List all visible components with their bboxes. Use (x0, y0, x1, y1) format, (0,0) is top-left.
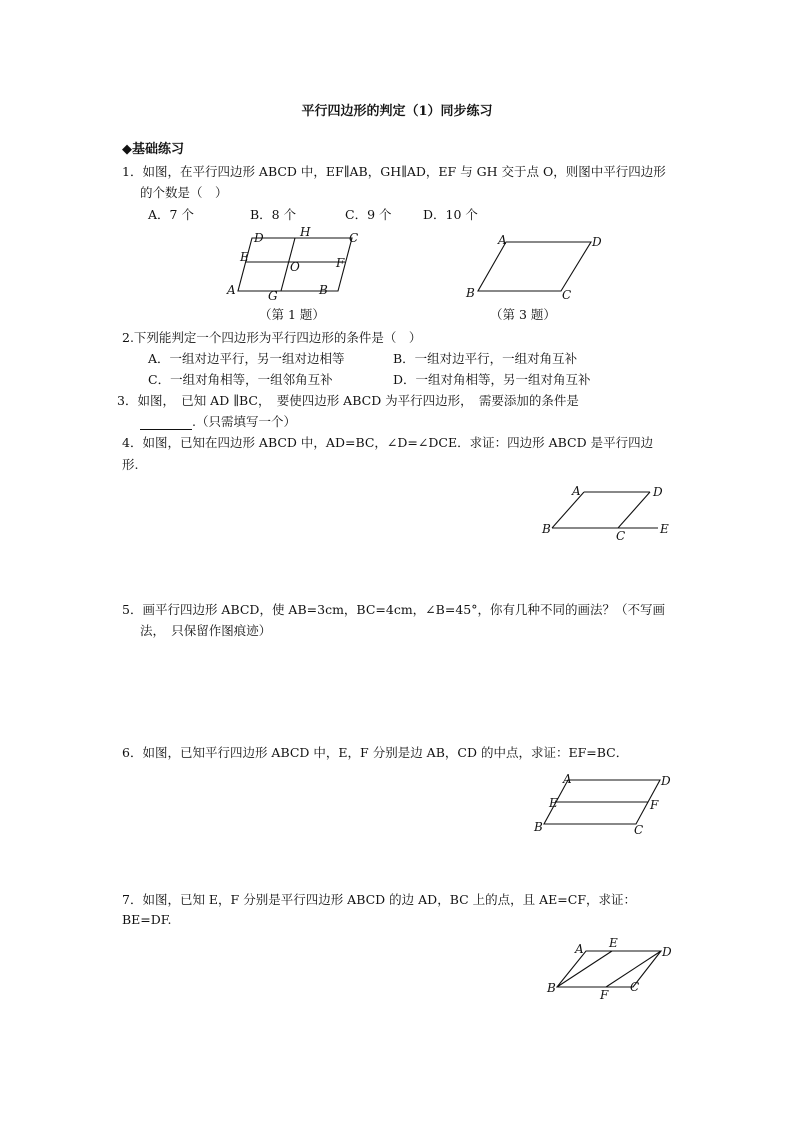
q4-segment-dc (618, 492, 650, 528)
q1-label-g: G (268, 289, 278, 303)
q4-label-a: A (572, 484, 581, 498)
q2-option-d: D．一组对角相等，另一组对角互补 (393, 372, 591, 387)
q7-label-b: B (547, 981, 556, 995)
section-heading: ◆基础练习 (122, 142, 184, 157)
q5-text-line2: 法， 只保留作图痕迹） (140, 623, 272, 638)
q1-option-d: D．10 个 (423, 207, 478, 222)
q7-figure (540, 935, 680, 1003)
q1-label-o: O (290, 260, 300, 274)
q1-option-a: A．7 个 (148, 207, 194, 222)
q1-label-e: E (240, 250, 249, 264)
q4-label-d: D (653, 485, 663, 499)
q3-label-d: D (592, 235, 602, 249)
q7-segment-be (557, 951, 612, 987)
q1-text-line2: 的个数是（ ） (140, 185, 228, 200)
q7-label-d: D (662, 945, 672, 959)
q1-figure-caption: （第 1 题） (259, 307, 325, 322)
q7-parallelogram (557, 951, 661, 987)
q4-text-line1: 4．如图，已知在四边形 ABCD 中，AD=BC，∠D=∠DCE．求证：四边形 ABCD 是平行四边 (122, 435, 654, 450)
q2-text: 2.下列能判定一个四边形为平行四边形的条件是（ ） (122, 330, 422, 345)
q2-option-a: A．一组对边平行，另一组对边相等 (148, 351, 345, 366)
q6-label-a: A (563, 772, 572, 786)
q7-label-e: E (609, 936, 618, 950)
q1-label-f: F (336, 256, 345, 270)
q3-label-b: B (466, 286, 475, 300)
q3-label-c: C (562, 288, 572, 302)
q1-label-d: D (254, 231, 264, 245)
q1-figure (220, 222, 360, 304)
q4-label-c: C (616, 529, 626, 542)
q1-label-c: C (349, 231, 359, 245)
q7-label-a: A (575, 942, 584, 956)
q6-label-c: C (634, 823, 644, 836)
q6-label-f: F (650, 798, 659, 812)
q7-label-c: C (630, 980, 640, 994)
q1-label-a: A (227, 283, 236, 297)
q3-text-line1: 3．如图， 已知 AD ∥BC， 要使四边形 ABCD 为平行四边形， 需要添加的条件是 (117, 393, 579, 408)
q6-text: 6．如图，已知平行四边形 ABCD 中，E，F 分别是边 AB，CD 的中点，求证：EF=BC． (122, 745, 629, 760)
q3-text-line2 (140, 412, 296, 430)
q2-option-c: C．一组对角相等，一组邻角互补 (148, 372, 333, 387)
q2-option-b: B．一组对边平行，一组对角互补 (393, 351, 578, 366)
q6-label-e: E (549, 796, 558, 810)
q6-figure (530, 770, 680, 836)
q4-text-line2: 形. (122, 457, 139, 472)
q3-text-hint: .（只需填写一个） (192, 414, 296, 429)
q7-label-f: F (600, 988, 609, 1002)
q4-figure (536, 480, 676, 542)
q3-answer-blank (140, 417, 192, 430)
page-title: 平行四边形的判定（1）同步练习 (301, 104, 493, 119)
q1-label-h: H (300, 225, 311, 239)
q6-label-d: D (661, 774, 671, 788)
q3-label-a: A (498, 233, 507, 247)
q1-text-line1: 1．如图，在平行四边形 ABCD 中，EF∥AB，GH∥AD，EF 与 GH 交于点 O，则图中平行四边形 (122, 164, 666, 179)
q1-option-c: C．9 个 (345, 207, 392, 222)
q6-label-b: B (534, 820, 543, 834)
q4-label-b: B (542, 522, 551, 536)
q1-label-b: B (319, 283, 328, 297)
q7-text-line1: 7．如图，已知 E，F 分别是平行四边形 ABCD 的边 AD，BC 上的点，且 AE=CF，求证： (122, 892, 636, 907)
q4-label-e: E (660, 522, 669, 536)
q5-text-line1: 5．画平行四边形 ABCD，使 AB=3cm，BC=4cm，∠B=45°，你有几种不同的画法？（不写画 (122, 602, 665, 617)
q3-figure (460, 230, 610, 302)
q7-text-line2: BE=DF. (122, 912, 172, 927)
q3-parallelogram (478, 242, 591, 291)
q3-figure-caption: （第 3 题） (490, 307, 556, 322)
q1-option-b: B．8 个 (250, 207, 297, 222)
